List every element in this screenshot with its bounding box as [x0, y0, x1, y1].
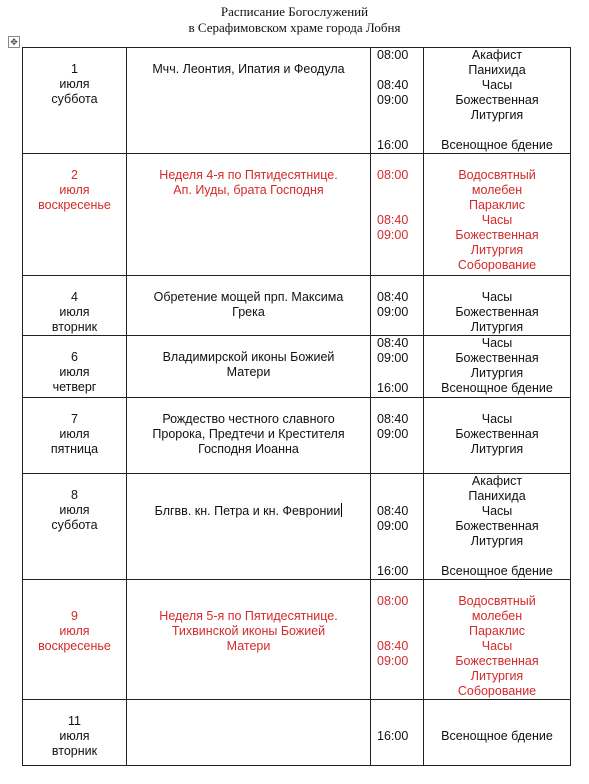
day-label: вторник [51, 744, 98, 758]
service-name: Божественная [455, 93, 539, 107]
service-name: Соборование [457, 684, 537, 698]
day-label: июля [59, 183, 90, 197]
day-label: 6 [71, 350, 78, 364]
service-name: Часы [481, 213, 513, 227]
service-time [371, 183, 423, 198]
day-label: воскресенье [38, 639, 111, 653]
day-label: июля [59, 365, 90, 379]
service-name: Всенощное бдение [441, 381, 553, 395]
page-title-line2: в Серафимовском храме города Лобня [188, 20, 401, 35]
service-time [371, 108, 423, 123]
service-name: Литургия [470, 442, 524, 456]
service-time [371, 123, 423, 138]
service-name: Литургия [470, 320, 524, 334]
service-name: Часы [481, 336, 513, 350]
feast-cell[interactable] [127, 48, 371, 154]
feast-name: Матери [226, 365, 271, 379]
feast-cell[interactable] [127, 580, 371, 700]
feast-name: Грека [232, 305, 265, 319]
service-time: 09:00 [377, 519, 409, 533]
schedule-table [22, 47, 571, 766]
day-label: 8 [71, 488, 78, 502]
service-name: Часы [481, 504, 513, 518]
service-time [371, 534, 423, 549]
feast-name: Матери [226, 639, 271, 653]
feast-cell[interactable] [127, 336, 371, 398]
table-row [23, 474, 571, 580]
day-cell[interactable] [23, 336, 127, 398]
time-cell[interactable] [371, 474, 424, 580]
day-label: июля [59, 624, 90, 638]
table-row [23, 276, 571, 336]
feast-cell[interactable] [127, 700, 371, 766]
service-name: Литургия [470, 366, 524, 380]
service-time: 16:00 [377, 729, 409, 743]
table-row [23, 398, 571, 474]
service-time [371, 320, 423, 335]
service-time [371, 474, 423, 489]
service-name: Часы [481, 290, 513, 304]
day-label: 11 [68, 714, 81, 728]
day-label: 1 [71, 62, 78, 76]
day-cell[interactable] [23, 48, 127, 154]
text-cursor-icon [341, 503, 342, 517]
day-cell[interactable] [23, 700, 127, 766]
table-row [23, 154, 571, 276]
service-time: 09:00 [377, 305, 409, 319]
feast-name: Тихвинской иконы Божией [171, 624, 326, 638]
day-label: четверг [52, 380, 97, 394]
feast-name: Господня Иоанна [198, 442, 299, 456]
feast-cell[interactable] [127, 154, 371, 276]
service-cell[interactable] [424, 580, 571, 700]
time-cell[interactable] [371, 276, 424, 336]
service-name [424, 123, 570, 138]
service-time: 08:40 [377, 412, 409, 426]
day-label: 9 [71, 609, 78, 623]
day-label: июля [59, 305, 90, 319]
service-cell[interactable] [424, 700, 571, 766]
service-time [371, 198, 423, 213]
feast-name: Пророка, Предтечи и Крестителя [152, 427, 345, 441]
time-cell[interactable] [371, 700, 424, 766]
day-cell[interactable] [23, 154, 127, 276]
feast-cell[interactable] [127, 398, 371, 474]
service-name: Всенощное бдение [441, 564, 553, 578]
service-time: 09:00 [377, 351, 409, 365]
day-label: июля [59, 503, 90, 517]
service-time: 08:40 [377, 504, 409, 518]
feast-cell[interactable] [127, 276, 371, 336]
service-cell[interactable] [424, 474, 571, 580]
day-label: вторник [51, 320, 98, 334]
service-time: 09:00 [377, 654, 409, 668]
day-cell[interactable] [23, 474, 127, 580]
table-row [23, 48, 571, 154]
service-name: Литургия [470, 108, 524, 122]
service-time [371, 489, 423, 504]
service-name: Всенощное бдение [441, 138, 553, 152]
service-name: Божественная [455, 427, 539, 441]
service-cell[interactable] [424, 398, 571, 474]
service-time: 08:40 [377, 290, 409, 304]
feast-name: Ап. Иуды, брата Господня [173, 183, 324, 197]
service-cell[interactable] [424, 48, 571, 154]
service-cell[interactable] [424, 154, 571, 276]
day-label: 7 [71, 412, 78, 426]
time-cell[interactable] [371, 398, 424, 474]
service-time: 16:00 [377, 564, 409, 578]
service-time [371, 549, 423, 564]
service-cell[interactable] [424, 276, 571, 336]
day-label: июля [59, 729, 90, 743]
day-label: пятница [50, 442, 99, 456]
service-time: 09:00 [377, 228, 409, 242]
service-time [371, 609, 423, 624]
service-time [371, 624, 423, 639]
service-time: 08:40 [377, 213, 409, 227]
day-label: суббота [51, 518, 98, 532]
page-title-line1: Расписание Богослужений [220, 4, 369, 19]
feast-cell[interactable] [127, 474, 371, 580]
service-name: Литургия [470, 669, 524, 683]
service-time: 08:00 [377, 48, 409, 62]
time-cell[interactable] [371, 154, 424, 276]
service-time [371, 243, 423, 258]
day-label: воскресенье [38, 198, 111, 212]
service-name: Часы [481, 412, 513, 426]
table-move-handle-icon[interactable]: ✥ [8, 36, 20, 48]
service-time [371, 366, 423, 381]
service-name: Часы [481, 639, 513, 653]
service-name: Водосвятный [458, 594, 536, 608]
service-name: Божественная [455, 351, 539, 365]
service-name: Акафист [471, 48, 523, 62]
day-label: 4 [71, 290, 78, 304]
service-time: 08:00 [377, 594, 409, 608]
feast-name: Обретение мощей прп. Максима [153, 290, 344, 304]
service-name: Акафист [471, 474, 523, 488]
service-name: Божественная [455, 519, 539, 533]
time-cell[interactable] [371, 48, 424, 154]
day-cell[interactable] [23, 580, 127, 700]
service-name: Панихида [468, 489, 526, 503]
day-label: июля [59, 427, 90, 441]
day-cell[interactable] [23, 398, 127, 474]
feast-name: Мчч. Леонтия, Ипатия и Феодула [152, 62, 345, 76]
service-time: 08:40 [377, 336, 409, 350]
day-label: суббота [51, 92, 98, 106]
service-time: 08:00 [377, 168, 409, 182]
table-row [23, 336, 571, 398]
feast-name: Блгвв. кн. Петра и кн. Февронии [154, 504, 341, 518]
service-name: Божественная [455, 654, 539, 668]
time-cell[interactable] [371, 580, 424, 700]
service-time [371, 669, 423, 684]
service-time [371, 684, 423, 699]
feast-name: Владимирской иконы Божией [162, 350, 335, 364]
service-name: Литургия [470, 243, 524, 257]
service-time: 09:00 [377, 93, 409, 107]
service-time [371, 442, 423, 457]
service-name: Соборование [457, 258, 537, 272]
service-name: молебен [471, 609, 523, 623]
service-name: молебен [471, 183, 523, 197]
service-cell[interactable] [424, 336, 571, 398]
service-name: Параклис [469, 624, 525, 638]
table-row [23, 700, 571, 766]
service-time: 16:00 [377, 381, 409, 395]
day-label: 2 [71, 168, 78, 182]
service-name: Божественная [455, 228, 539, 242]
service-name [424, 549, 570, 564]
service-time [371, 63, 423, 78]
service-name: Панихида [468, 63, 526, 77]
feast-name: Рождество честного славного [162, 412, 335, 426]
service-name: Часы [481, 78, 513, 92]
feast-name: Неделя 4-я по Пятидесятнице. [159, 168, 338, 182]
time-cell[interactable] [371, 336, 424, 398]
service-time: 16:00 [377, 138, 409, 152]
service-time: 09:00 [377, 427, 409, 441]
feast-name: Неделя 5-я по Пятидесятнице. [159, 609, 338, 623]
day-label: июля [59, 77, 90, 91]
service-name: Всенощное бдение [441, 729, 553, 743]
day-cell[interactable] [23, 276, 127, 336]
service-name: Литургия [470, 534, 524, 548]
service-time: 08:40 [377, 639, 409, 653]
service-name: Водосвятный [458, 168, 536, 182]
service-time [371, 258, 423, 273]
service-name: Параклис [469, 198, 525, 212]
table-row [23, 580, 571, 700]
service-time: 08:40 [377, 78, 409, 92]
service-name: Божественная [455, 305, 539, 319]
